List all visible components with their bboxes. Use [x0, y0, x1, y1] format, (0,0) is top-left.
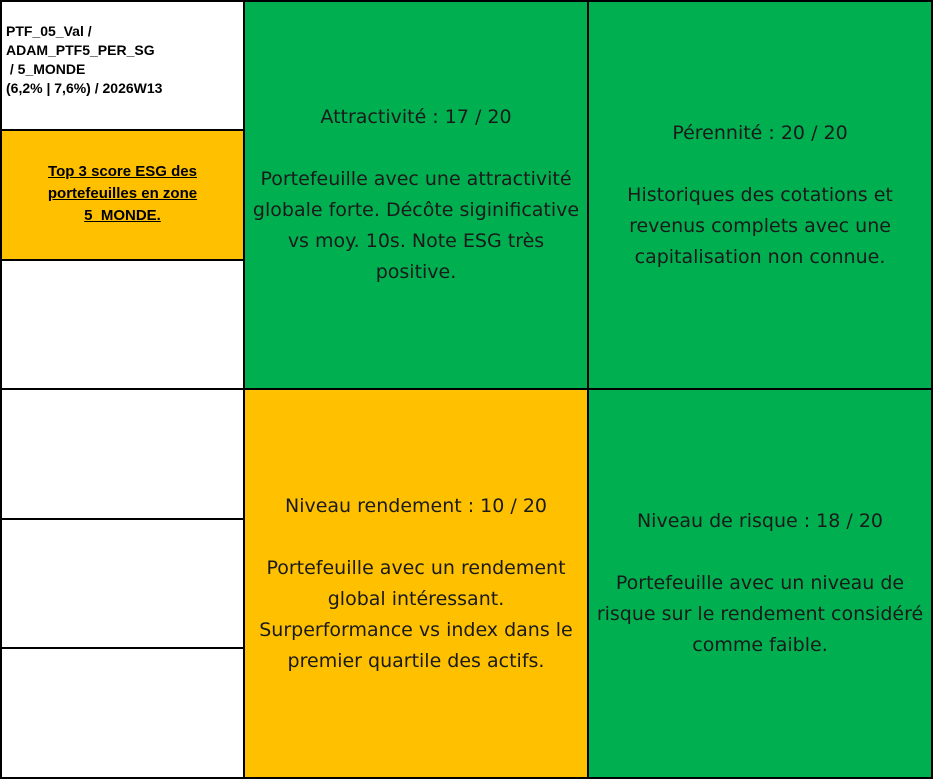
attractivite-description: Portefeuille avec une attractivité globale forte. Décôte siginificative vs moy. 10s. Note ESG très positive.: [252, 168, 580, 283]
rendement-title: Niveau rendement : 10 / 20: [284, 494, 548, 517]
risque-description: Portefeuille avec un niveau de risque sur le rendement considéré comme faible.: [596, 572, 924, 656]
portfolio-stats-line: (6,2% | 7,6%) / 2026W13: [6, 80, 163, 96]
empty-cell: [0, 388, 245, 520]
esg-link-cell: [0, 129, 245, 261]
portfolio-header: [0, 0, 245, 131]
perennite-description: Historiques des cotations et revenus complets avec une capitalisation non connue.: [627, 183, 893, 268]
risque-title: Niveau de risque : 18 / 20: [636, 510, 884, 532]
risque-panel: [587, 388, 933, 779]
empty-cell: [0, 647, 245, 779]
portfolio-zone-line: / 5_MONDE: [6, 61, 86, 77]
rendement-panel: [243, 388, 589, 779]
portfolio-name-line: ADAM_PTF5_PER_SG: [6, 42, 155, 58]
rendement-description: Portefeuille avec un rendement global intéressant. Surperformance vs index dans le premier quartile des actifs.: [259, 556, 573, 672]
perennite-title: Pérennité : 20 / 20: [672, 121, 848, 144]
portfolio-id-line: PTF_05_Val /: [6, 23, 92, 39]
attractivite-panel: [243, 0, 589, 390]
top3-esg-link[interactable]: Top 3 score ESG des portefeuilles en zone 5_MONDE.: [47, 163, 198, 224]
attractivite-title: Attractivité : 17 / 20: [320, 106, 512, 128]
perennite-panel: [587, 0, 933, 390]
empty-cell: [0, 518, 245, 649]
empty-cell: [0, 259, 245, 390]
